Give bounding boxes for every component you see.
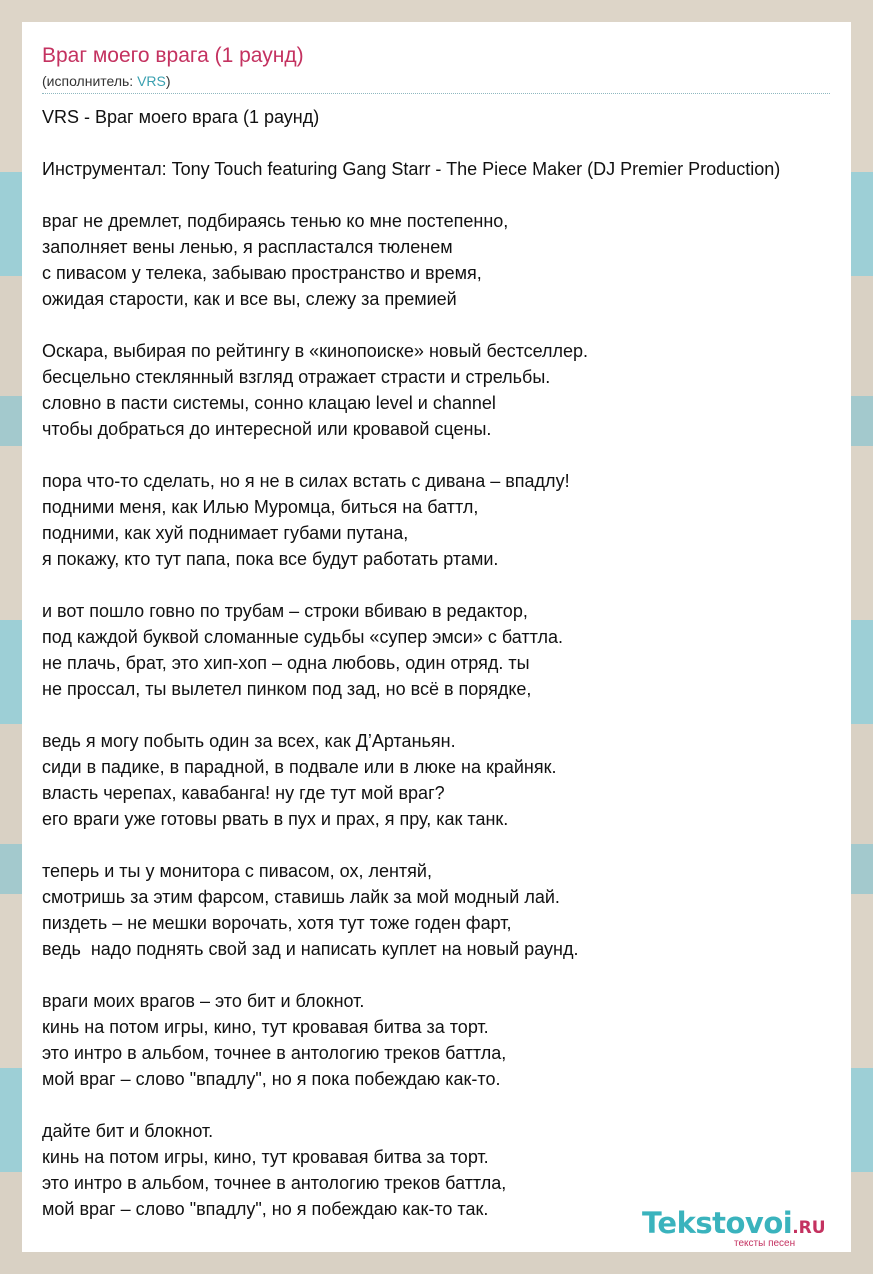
logo-tagline: тексты песен (734, 1238, 796, 1249)
logo-wordmark (642, 1206, 826, 1240)
lyric-line: это интро в альбом, точнее в антологию треков баттла, (42, 1173, 507, 1193)
lyric-line: враг не дремлет, подбираясь тенью ко мне постепенно, (42, 211, 509, 231)
lyric-line: дайте бит и блокнот. (42, 1121, 214, 1141)
lyric-line: ожидая старости, как и все вы, слежу за премией (42, 289, 457, 309)
lyric-line: бесцельно стеклянный взгляд отражает страсти и стрельбы. (42, 367, 551, 387)
logo-domain-suffix: .RU (792, 1218, 826, 1238)
lyric-line: с пивасом у телека, забываю пространство и время, (42, 263, 482, 283)
lyric-line: теперь и ты у монитора с пивасом, ох, лентяй, (42, 861, 432, 881)
lyric-line: мой враг – слово "впадлу", но я побеждаю как-то так. (42, 1199, 489, 1219)
stanza-gap (42, 702, 851, 728)
lyrics-body (42, 104, 851, 1222)
lyric-line: Инструментал: Tony Touch featuring Gang Starr - The Piece Maker (DJ Premier Production) (42, 159, 781, 179)
artist-link[interactable]: VRS (137, 73, 166, 89)
stanza-gap (42, 312, 851, 338)
stanza-gap (42, 962, 851, 988)
lyric-line: смотришь за этим фарсом, ставишь лайк за мой модный лай. (42, 887, 560, 907)
lyric-line: его враги уже готовы рвать в пух и прах, я пру, как танк. (42, 809, 509, 829)
stanza-gap (42, 832, 851, 858)
stanza-gap (42, 130, 851, 156)
lyric-line: пора что-то сделать, но я не в силах встать с дивана – впадлу! (42, 471, 570, 491)
artist-line (42, 73, 171, 89)
lyric-line: кинь на потом игры, кино, тут кровавая битва за торт. (42, 1017, 489, 1037)
lyric-line: ведь надо поднять свой зад и написать куплет на новый раунд. (42, 939, 579, 959)
logo-brand: Tekstovoi (642, 1206, 793, 1240)
lyric-line: не проссал, ты вылетел пинком под зад, но всё в порядке, (42, 679, 532, 699)
lyric-line: под каждой буквой сломанные судьбы «супер эмси» с баттла. (42, 627, 563, 647)
artist-prefix: (исполнитель: (42, 73, 138, 89)
lyric-line: словно в пасти системы, сонно клацаю level и channel (42, 393, 496, 413)
lyric-line: я покажу, кто тут папа, пока все будут работать ртами. (42, 549, 499, 569)
song-title: Враг моего врага (1 раунд) (42, 44, 304, 67)
site-logo[interactable] (642, 1206, 847, 1250)
lyric-line: пиздеть – не мешки ворочать, хотя тут тоже годен фарт, (42, 913, 512, 933)
lyric-line: заполняет вены ленью, я распластался тюленем (42, 237, 453, 257)
lyric-line: ведь я могу побыть один за всех, как Д’Артаньян. (42, 731, 456, 751)
lyric-line: подними меня, как Илью Муромца, биться на баттл, (42, 497, 479, 517)
stanza-gap (42, 1092, 851, 1118)
lyric-line: подними, как хуй поднимает губами путана, (42, 523, 409, 543)
stanza-gap (42, 182, 851, 208)
lyric-line: VRS - Враг моего врага (1 раунд) (42, 107, 320, 127)
lyric-line: власть черепах, кавабанга! ну где тут мой враг? (42, 783, 445, 803)
title-divider (42, 93, 830, 94)
lyric-line: сиди в падике, в парадной, в подвале или в люке на крайняк. (42, 757, 557, 777)
lyric-line: мой враг – слово "впадлу", но я пока побеждаю как-то. (42, 1069, 501, 1089)
artist-suffix: ) (165, 73, 171, 89)
lyric-line: это интро в альбом, точнее в антологию треков баттла, (42, 1043, 507, 1063)
lyrics-card (22, 22, 851, 1252)
lyric-line: и вот пошло говно по трубам – строки вбиваю в редактор, (42, 601, 528, 621)
stanza-gap (42, 572, 851, 598)
lyric-line: враги моих врагов – это бит и блокнот. (42, 991, 365, 1011)
lyric-line: не плачь, брат, это хип-хоп – одна любовь, один отряд. ты (42, 653, 530, 673)
stanza-gap (42, 442, 851, 468)
lyric-line: Оскара, выбирая по рейтингу в «кинопоиске» новый бестселлер. (42, 341, 589, 361)
lyric-line: кинь на потом игры, кино, тут кровавая битва за торт. (42, 1147, 489, 1167)
lyric-line: чтобы добраться до интересной или кровавой сцены. (42, 419, 492, 439)
